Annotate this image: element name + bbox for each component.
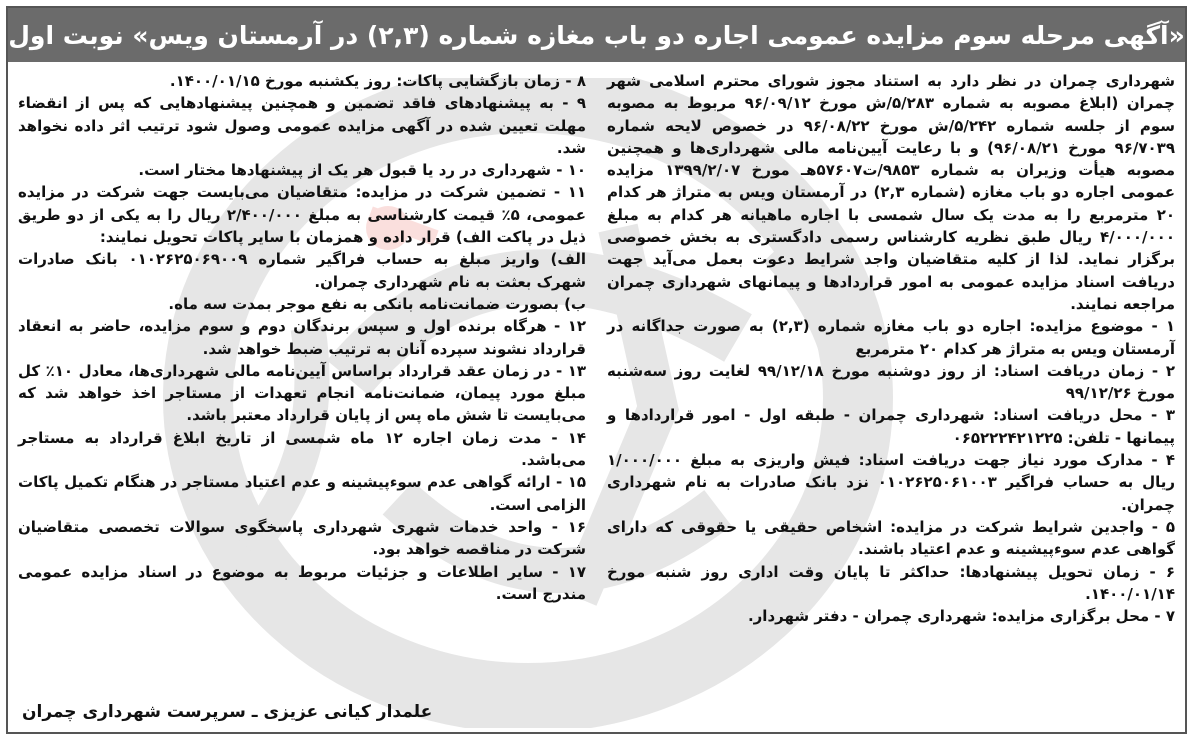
advertisement-notice	[6, 6, 1187, 734]
clause-12: ۱۲ - هرگاه برنده اول و سپس برندگان دوم و سوم مزایده، حاضر به انعقاد قرارداد نشوند سپرده آنان به ترتیب ضبط خواهد شد.	[18, 317, 586, 358]
clause-8: ۸ - زمان بازگشایی پاکات: روز یکشنبه مورخ ۱۴۰۰/۰۱/۱۵.	[169, 72, 586, 90]
clause-9: ۹ - به پیشنهادهای فاقد تضمین و همچنین پیشنهادهایی که پس از انقضاء مهلت تعیین شده در آگهی مزایده عمومی وصول شود ترتیب اثر داده نخواهد شد.	[18, 94, 586, 157]
clause-17: ۱۷ - سایر اطلاعات و جزئیات مربوط به موضوع در اسناد مزایده عمومی مندرج است.	[18, 562, 586, 603]
clause-10: ۱۰ - شهرداری در رد یا قبول هر یک از پیشنهادها مختار است.	[138, 161, 586, 180]
clause-2: ۲ - زمان دریافت اسناد: از روز دوشنبه مورخ ۹۹/۱۲/۱۸ لغایت روز سه‌شنبه مورخ ۹۹/۱۲/۲۶	[607, 361, 1175, 403]
clause-7: ۷ - محل برگزاری مزایده: شهرداری چمران - دفتر شهردار.	[747, 607, 1175, 626]
clause-11: ۱۱ - تضمین شرکت در مزایده: متقاضیان می‌بایست جهت شرکت در مزایده عمومی، ۵٪ قیمت کارشناسی به مبلغ ۲/۴۰۰/۰۰۰ ریال را به یکی از دو طریق ذیل در پاکت الف) قرار داده و همزمان با سایر پاکات تحویل نمایند:	[18, 183, 586, 247]
notice-title: «آگهی مرحله سوم مزایده عمومی اجاره دو باب مغازه شماره (۲,۳) در آرمستان ویس» نوبت اول	[8, 20, 1185, 50]
clause-5: ۵ - واجدین شرایط شرکت در مزایده: اشخاص حقیقی یا حقوقی که دارای گواهی عدم سوءپیشینه و عدم اعتیاد باشند.	[607, 517, 1175, 559]
signature: علمدار کیانی عزیزی ـ سرپرست شهرداری چمران	[22, 702, 433, 722]
clause-4: ۴ - مدارک مورد نیاز جهت دریافت اسناد: فیش واریزی به مبلغ ۱/۰۰۰/۰۰۰ ریال به حساب فراگیر ۰۱۰۲۶۲۵۰۶۱۰۰۳ نزد بانک صادرات به نام شهرداری چمران.	[607, 451, 1175, 514]
intro-paragraph: شهرداری چمران در نظر دارد به استناد مجوز شورای محترم اسلامی شهر چمران (ابلاغ مصوبه به شماره ۵/۲۸۳/ش مورخ ۹۶/۰۹/۱۲ مربوط به مصوبه سوم از جلسه شماره ۵/۲۴۲/ش مورخ ۹۶/۰۸/۲۲ در خصوص لایحه شماره ۹۶/۷۰۳۹ مورخ ۹۶/۰۸/۲۱) و با رعایت آیین‌نامه مالی شهرداری‌ها و همچنین مصوبه هیأت وزیران به شماره ۹۸۵۳/ت۵۷۶۰۷هـ مورخ ۱۳۹۹/۲/۰۷ مزایده عمومی اجاره دو باب مغازه (شماره ۲,۳) در آرمستان ویس به متراژ هر کدام ۲۰ مترمربع را به مدت یک سال شمسی با اجاره ماهیانه هر کدام به مبلغ ۴/۰۰۰/۰۰۰ ریال طبق نظریه کارشناس رسمی دادگستری به بخش خصوصی برگزار نماید. لذا از کلیه متقاضیان واجد شرایط دعوت بعمل می‌آید جهت دریافت اسناد مزایده عمومی به امور قراردادها و پیمانهای شهرداری چمران مراجعه نمایند.	[607, 72, 1175, 313]
clause-16: ۱۶ - واحد خدمات شهری شهرداری پاسخگوی سوالات تخصصی متقاضیان شرکت در مناقصه خواهد بود.	[18, 517, 586, 559]
left-column	[18, 70, 586, 605]
clause-11-b: ب) بصورت ضمانت‌نامه بانکی به نفع موجر بمدت سه ماه.	[168, 294, 586, 313]
right-column	[607, 70, 1175, 627]
clause-15: ۱۵ - ارائه گواهی عدم سوءپیشینه و عدم اعتیاد مستاجر در هنگام تکمیل پاکات الزامی است.	[18, 473, 586, 514]
clause-3: ۳ - محل دریافت اسناد: شهرداری چمران - طبقه اول - امور قراردادها و پیمانها - تلفن: ۰۶۵۲۲۲۴۲۱۲۲۵	[607, 406, 1175, 447]
clause-13: ۱۳ - در زمان عقد قرارداد براساس آیین‌نامه مالی شهرداری‌ها، معادل ۱۰٪ کل مبلغ مورد پیمان، ضمانت‌نامه انجام تعهدات از مستاجر اخذ خواهد شد که می‌بایست تا شش ماه پس از پایان قرارداد معتبر باشد.	[18, 361, 586, 425]
clause-11-a: الف) واریز مبلغ به حساب فراگیر شماره ۰۱۰۲۶۲۵۰۶۹۰۰۹ بانک صادرات شهرک بعثت به نام شهرداری چمران.	[18, 250, 586, 291]
clause-6: ۶ - زمان تحویل پیشنهادها: حداکثر تا پایان وقت اداری روز شنبه مورخ ۱۴۰۰/۰۱/۱۴.	[607, 562, 1175, 603]
clause-1: ۱ - موضوع مزایده: اجاره دو باب مغازه شماره (۲,۳) به صورت جداگانه در آرمستان ویس به متراژ هر کدام ۲۰ مترمربع	[607, 317, 1175, 358]
clause-14: ۱۴ - مدت زمان اجاره ۱۲ ماه شمسی از تاریخ ابلاغ قرارداد به مستاجر می‌باشد.	[18, 428, 586, 470]
notice-header	[8, 8, 1185, 62]
